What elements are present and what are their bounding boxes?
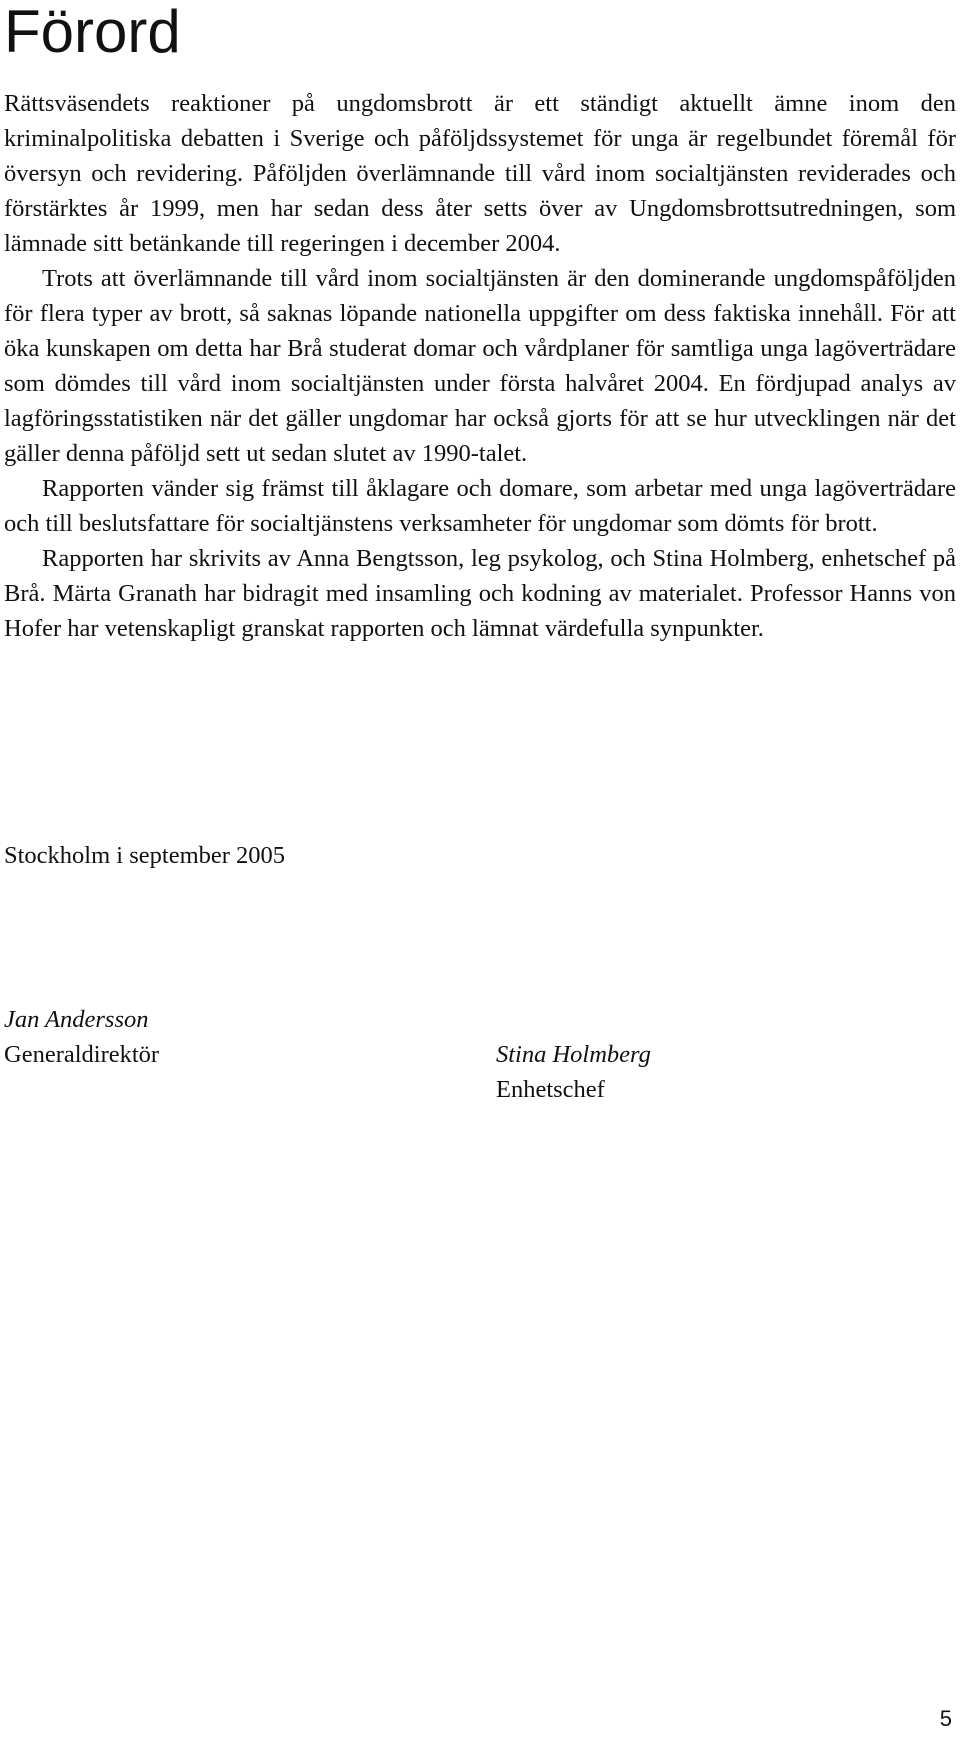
signatory-title: Generaldirektör <box>4 1041 160 1068</box>
paragraph: Rapporten har skrivits av Anna Bengtsson, leg psykolog, och Stina Holmberg, enhetschef på Brå. Märta Granath har bidragit med insamling och kodning av materialet. Professor Hanns von Hofer har vetenskapligt granskat rapporten och lämnat värdefulla synpunkter. <box>4 545 956 642</box>
page-number: 5 <box>939 1706 952 1731</box>
signatory-name: Stina Holmberg <box>496 1041 651 1068</box>
paragraph: Rapporten vänder sig främst till åklagare och domare, som arbetar med unga lagöverträdare och till beslutsfattare för socialtjänstens verksamheter för ungdomar som dömts för brott. <box>4 475 956 537</box>
signatory-name: Jan Andersson <box>4 1006 149 1033</box>
foreword-body <box>4 86 956 646</box>
page-heading: Förord <box>4 0 181 65</box>
signatory-title: Enhetschef <box>496 1076 605 1103</box>
paragraph: Trots att överlämnande till vård inom socialtjänsten är den dominerande ungdomspåföljden för flera typer av brott, så saknas löpande nationella uppgifter om dess faktiska innehåll. För att öka kunskapen om detta har Brå studerat domar och vårdplaner för samtliga unga lagöverträdare som dömdes till vård inom socialtjänsten under första halvåret 2004. En fördjupad analys av lagföringsstatistiken när det gäller ungdomar har också gjorts för att se hur utvecklingen när det gäller denna påföljd sett ut sedan slutet av 1990-talet. <box>4 265 956 467</box>
signature-block-left <box>4 1002 159 1072</box>
signature-block-right <box>496 1037 651 1107</box>
paragraph: Rättsväsendets reaktioner på ungdomsbrott är ett ständigt aktuellt ämne inom den kriminalpolitiska debatten i Sverige och påföljdssystemet för unga är regelbundet föremål för översyn och revidering. Påföljden överlämnande till vård inom socialtjänsten reviderades och förstärktes år 1999, men har sedan dess åter setts över av Ungdomsbrottsutredningen, som lämnade sitt betänkande till regeringen i december 2004. <box>4 90 956 257</box>
place-and-date: Stockholm i september 2005 <box>4 842 286 869</box>
